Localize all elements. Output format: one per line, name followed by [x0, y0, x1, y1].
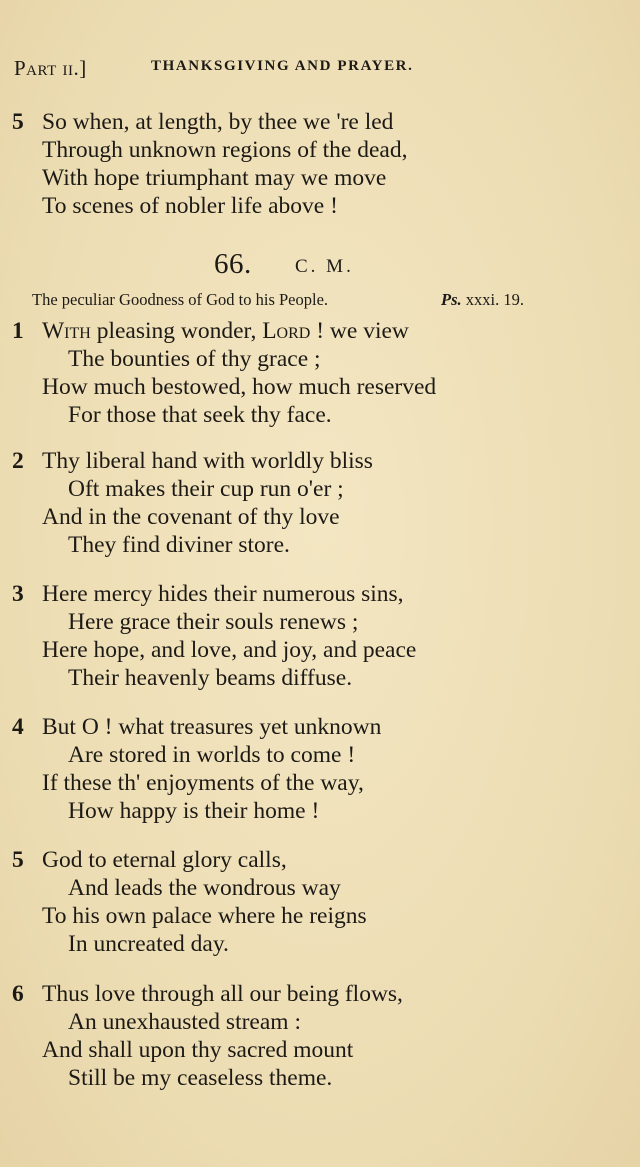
verse-line: And shall upon thy sacred mount	[42, 1037, 354, 1063]
stanza-number: 5	[12, 109, 24, 135]
verse-line: God to eternal glory calls,	[42, 847, 287, 873]
verse-line: Oft makes their cup run o'er ;	[68, 476, 344, 502]
header-title: THANKSGIVING AND PRAYER.	[151, 58, 414, 74]
verse-line: To his own palace where he reigns	[42, 903, 367, 929]
verse-line: How happy is their home !	[68, 798, 320, 824]
stanza-number: 5	[12, 847, 24, 873]
scripture-reference	[441, 290, 524, 310]
verse-line: Here hope, and love, and joy, and peace	[42, 637, 417, 663]
verse-line: Through unknown regions of the dead,	[42, 137, 408, 163]
verse-line: Their heavenly beams diffuse.	[68, 665, 353, 691]
lord-word: Lord	[262, 318, 311, 344]
stanza-number: 2	[12, 448, 24, 474]
verse-line: But O ! what treasures yet unknown	[42, 714, 382, 740]
verse-line: They find diviner store.	[68, 532, 290, 558]
stanza-number: 6	[12, 981, 24, 1007]
first-word: With	[42, 318, 91, 344]
reference-chapter: xxxi. 19.	[465, 290, 524, 309]
verse-line: To scenes of nobler life above !	[42, 193, 338, 219]
stanza-number: 3	[12, 581, 24, 607]
stanza-number: 4	[12, 714, 24, 740]
verse-line: Are stored in worlds to come !	[68, 742, 356, 768]
stanza-number: 1	[12, 318, 24, 344]
verse-line	[42, 317, 409, 345]
verse-line: How much bestowed, how much reserved	[42, 374, 437, 400]
running-header	[14, 56, 614, 86]
verse-line: Still be my ceaseless theme.	[68, 1065, 333, 1091]
verse-line: The bounties of thy grace ;	[68, 346, 321, 372]
verse-line: For those that seek thy face.	[68, 402, 332, 428]
verse-line: If these th' enjoyments of the way,	[42, 770, 364, 796]
line-middle: pleasing wonder,	[90, 318, 263, 344]
verse-line: And in the covenant of thy love	[42, 504, 340, 530]
reference-book: Ps.	[441, 290, 462, 309]
verse-line: Here mercy hides their numerous sins,	[42, 581, 404, 607]
header-part: Part ii.]	[14, 56, 87, 80]
verse-line: Thy liberal hand with worldly bliss	[42, 448, 373, 474]
verse-line: Here grace their souls renews ;	[68, 609, 359, 635]
line-end: ! we view	[310, 318, 409, 344]
verse-line: Thus love through all our being flows,	[42, 981, 403, 1007]
hymn-meter: C. M.	[295, 256, 354, 277]
verse-line: In uncreated day.	[68, 931, 229, 957]
hymn-subtitle: The peculiar Goodness of God to his People.	[32, 290, 329, 309]
verse-line: With hope triumphant may we move	[42, 165, 387, 191]
verse-line: So when, at length, by thee we 're led	[42, 109, 394, 135]
hymn-number: 66.	[214, 248, 252, 280]
verse-line: And leads the wondrous way	[68, 875, 341, 901]
verse-line: An unexhausted stream :	[68, 1009, 301, 1035]
